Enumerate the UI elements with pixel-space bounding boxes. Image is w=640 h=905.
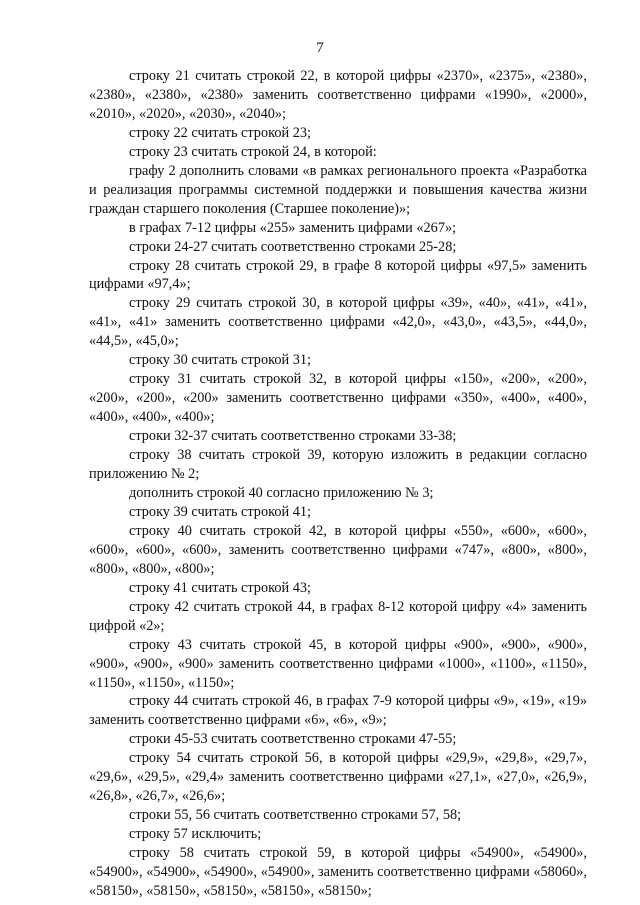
paragraph-row-29: строку 29 считать строкой 30, в которой цифры «39», «40», «41», «41», «41», «41» заменить соответственно цифрами «42,0», «43,0», «43,5», «44,0», «44,5», «45,0»; — [89, 295, 587, 350]
paragraph-rows-55-56: строки 55, 56 считать соответственно строками 57, 58; — [129, 807, 462, 824]
paragraph-row-58: строку 58 считать строкой 59, в которой цифры «54900», «54900», «54900», «54900», «54900», «54900», заменить соответственно цифрами «58060», «58150», «58150», «58150», «58150», «58150»; — [89, 845, 587, 899]
paragraph-rows-24-27: строки 24-27 считать соответственно строками 25-28; — [129, 238, 457, 255]
paragraph-column-2-addition: графу 2 дополнить словами «в рамках регионального проекта «Разработка и реализация программы системной поддержки и повышения качества жизни граждан старшего поколения (Старшее поколение)»; — [89, 162, 587, 217]
paragraph-row-22: строку 22 считать строкой 23; — [129, 124, 311, 141]
paragraph-columns-7-12: в графах 7-12 цифры «255» заменить цифрами «267»; — [129, 219, 457, 236]
paragraph-add-row-40: дополнить строкой 40 согласно приложению № 3; — [129, 484, 434, 501]
paragraph-row-30: строку 30 считать строкой 31; — [129, 352, 311, 369]
paragraph-rows-32-37: строки 32-37 считать соответственно строками 33-38; — [129, 428, 457, 445]
paragraph-row-28: строку 28 считать строкой 29, в графе 8 которой цифры «97,5» заменить цифрами «97,4»; — [89, 257, 587, 293]
document-body — [89, 67, 587, 901]
paragraph-rows-45-53: строки 45-53 считать соответственно строками 47-55; — [129, 731, 457, 748]
paragraph-row-44: строку 44 считать строкой 46, в графах 7-9 которой цифры «9», «19», «19» заменить соответственно цифрами «6», «6», «9»; — [89, 693, 587, 729]
paragraph-row-41: строку 41 считать строкой 43; — [129, 579, 311, 596]
paragraph-row-38: строку 38 считать строкой 39, которую изложить в редакции согласно приложению № 2; — [89, 447, 587, 483]
paragraph-row-43: строку 43 считать строкой 45, в которой цифры «900», «900», «900», «900», «900», «900» заменить соответственно цифрами «1000», «1100», «1150», «1150», «1150», «1150»; — [89, 636, 587, 691]
page-number: 7 — [316, 40, 324, 56]
paragraph-row-31: строку 31 считать строкой 32, в которой цифры «150», «200», «200», «200», «200», «200» заменить соответственно цифрами «350», «400», «400», «400», «400», «400»; — [89, 371, 587, 426]
paragraph-row-23: строку 23 считать строкой 24, в которой: — [129, 143, 377, 160]
paragraph-row-21: строку 21 считать строкой 22, в которой цифры «2370», «2375», «2380», «2380», «2380», «2380» заменить соответственно цифрами «1990», «2000», «2010», «2020», «2030», «2040»; — [89, 68, 587, 122]
paragraph-row-54: строку 54 считать строкой 56, в которой цифры «29,9», «29,8», «29,7», «29,6», «29,5», «29,4» заменить соответственно цифрами «27,1», «27,0», «26,9», «26,8», «26,7», «26,6»; — [89, 750, 587, 805]
paragraph-row-42: строку 42 считать строкой 44, в графах 8-12 которой цифру «4» заменить цифрой «2»; — [89, 598, 587, 634]
paragraph-row-57: строку 57 исключить; — [129, 826, 262, 843]
paragraph-row-39: строку 39 считать строкой 41; — [129, 503, 311, 520]
paragraph-row-40: строку 40 считать строкой 42, в которой цифры «550», «600», «600», «600», «600», «600», заменить соответственно цифрами «747», «800», «800», «800», «800», «800»; — [89, 522, 587, 577]
